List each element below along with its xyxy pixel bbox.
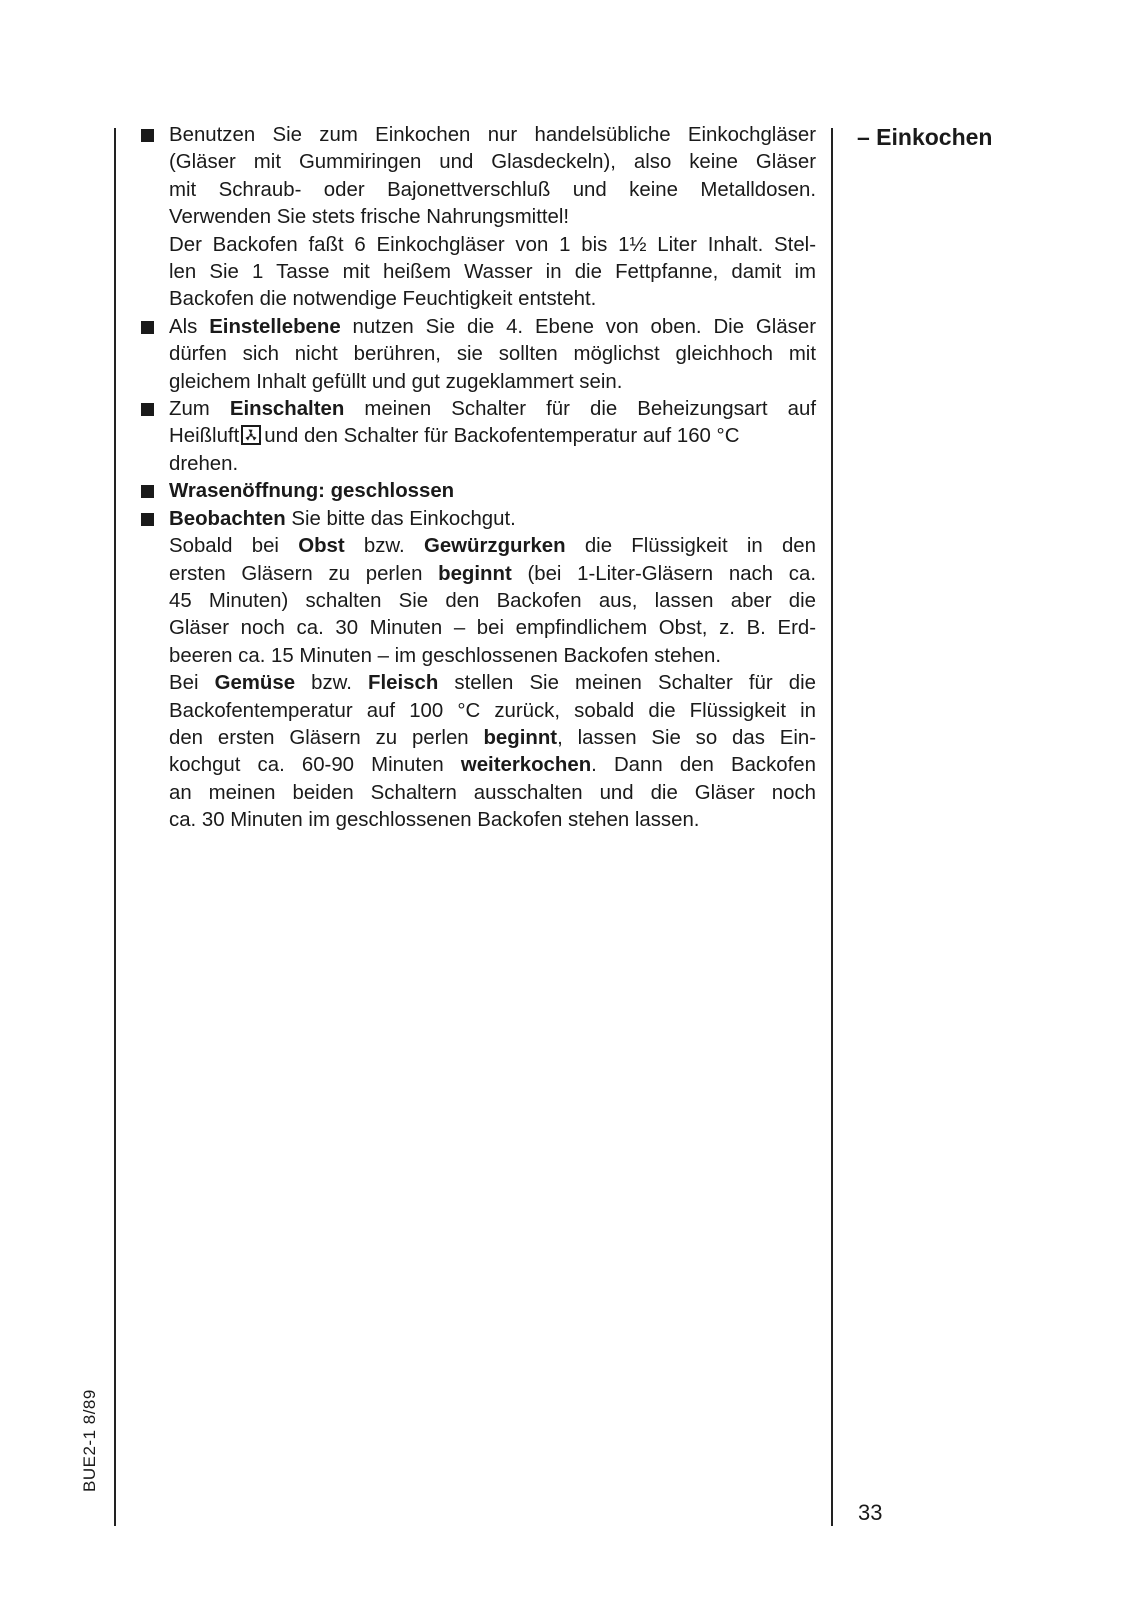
text-run: meinen Schalter für die Beheizungsart auf: [344, 398, 816, 421]
instruction-item-level: [140, 314, 816, 396]
square-bullet-icon: [141, 321, 154, 334]
bold-term: weiterkochen: [460, 754, 592, 777]
text-run: bzw.: [295, 672, 369, 695]
instruction-item-observe: [140, 506, 816, 835]
text-run: Sie bitte das Einkochgut.: [285, 507, 516, 530]
text-line: beeren ca. 15 Minuten – im geschlossenen Backofen stehen.: [169, 644, 722, 667]
square-bullet-icon: [141, 129, 154, 142]
text-run: die Flüssigkeit in den: [565, 535, 816, 558]
text-run: Bei: [169, 672, 215, 695]
bold-term: Gemüse: [214, 672, 296, 695]
text-line: gleichem Inhalt gefüllt und gut zugeklammert sein.: [169, 370, 623, 393]
bold-term: Obst: [298, 535, 345, 558]
fan-heissluft-icon: [241, 425, 261, 445]
text-run: und den Schalter für Backofentemperatur auf 160 °C: [264, 425, 740, 448]
square-bullet-icon: [141, 513, 154, 526]
document-code-label: BUE2-1 8/89: [80, 1389, 99, 1492]
text-run: nutzen Sie die 4. Ebene von oben. Die Gläser: [340, 315, 816, 338]
text-run: Als: [169, 315, 210, 338]
square-bullet-icon: [141, 485, 154, 498]
text-line: Gläser noch ca. 30 Minuten – bei empfindlichem Obst, z. B. Erd-: [169, 617, 816, 640]
instruction-text: [140, 122, 816, 835]
bold-term: Einschalten: [229, 398, 345, 421]
text-line: [169, 396, 816, 423]
text-line: mit Schraub- oder Bajonettverschluß und keine Metalldosen.: [169, 178, 816, 201]
text-run: den ersten Gläsern zu perlen: [169, 726, 484, 749]
right-column-rule: [831, 128, 833, 1526]
instruction-item-switch-on: [140, 396, 816, 478]
text-run: Zum: [169, 398, 230, 421]
text-run: ersten Gläsern zu perlen: [169, 562, 439, 585]
text-line: [169, 725, 816, 752]
text-line: Benutzen Sie zum Einkochen nur handelsübliche Einkochgläser: [169, 124, 816, 146]
text-line: Backofen die notwendige Feuchtigkeit entsteht.: [169, 288, 597, 311]
text-line: drehen.: [169, 452, 239, 475]
text-run: bzw.: [344, 535, 424, 558]
text-line: an meinen beiden Schaltern ausschalten und die Gläser noch: [169, 781, 816, 804]
text-line: [169, 478, 816, 505]
text-run: kochgut ca. 60-90 Minuten: [169, 754, 461, 777]
text-line: [169, 314, 816, 341]
bold-term: beginnt: [483, 726, 558, 749]
text-run: . Dann den Backofen: [591, 754, 816, 777]
bold-term: Einstellebene: [209, 315, 341, 338]
bold-term: Wrasenöffnung: geschlossen: [169, 480, 455, 503]
bold-term: beginnt: [438, 562, 512, 585]
text-line: [169, 423, 816, 450]
text-line: Verwenden Sie stets frische Nahrungsmittel!: [169, 206, 570, 229]
instruction-item-glasses: [140, 122, 816, 314]
bold-term: Gewürzgurken: [423, 535, 566, 558]
text-line: (Gläser mit Gummiringen und Glasdeckeln), also keine Gläser: [169, 151, 816, 174]
text-run: Heißluft: [169, 425, 240, 448]
page-number: 33: [858, 1500, 883, 1525]
text-run: , lassen Sie so das Ein-: [557, 726, 816, 749]
bold-term: Beobachten: [169, 507, 286, 530]
text-line: len Sie 1 Tasse mit heißem Wasser in die Fettpfanne, damit im: [169, 261, 816, 284]
text-line: dürfen sich nicht berühren, sie sollten möglichst gleichhoch mit: [169, 343, 816, 366]
text-line: [169, 533, 816, 560]
square-bullet-icon: [141, 403, 154, 416]
left-margin-rule: [114, 128, 116, 1526]
text-run: (bei 1-Liter-Gläsern nach ca.: [511, 562, 816, 585]
text-line: [169, 752, 816, 779]
text-line: Backofentemperatur auf 100 °C zurück, sobald die Flüssigkeit in: [169, 699, 816, 722]
text-run: Sobald bei: [169, 535, 299, 558]
text-line: Der Backofen faßt 6 Einkochgläser von 1 bis 1½ Liter Inhalt. Stel-: [169, 233, 816, 256]
text-line: 45 Minuten) schalten Sie den Backofen aus, lassen aber die: [169, 589, 816, 612]
text-line: [169, 670, 816, 697]
text-line: [169, 561, 816, 588]
text-line: [169, 506, 816, 533]
section-title: – Einkochen: [857, 124, 993, 150]
instruction-item-vent: [140, 478, 816, 505]
text-line: ca. 30 Minuten im geschlossenen Backofen stehen lassen.: [169, 809, 700, 832]
text-run: stellen Sie meinen Schalter für die: [438, 672, 816, 695]
bold-term: Fleisch: [368, 672, 439, 695]
